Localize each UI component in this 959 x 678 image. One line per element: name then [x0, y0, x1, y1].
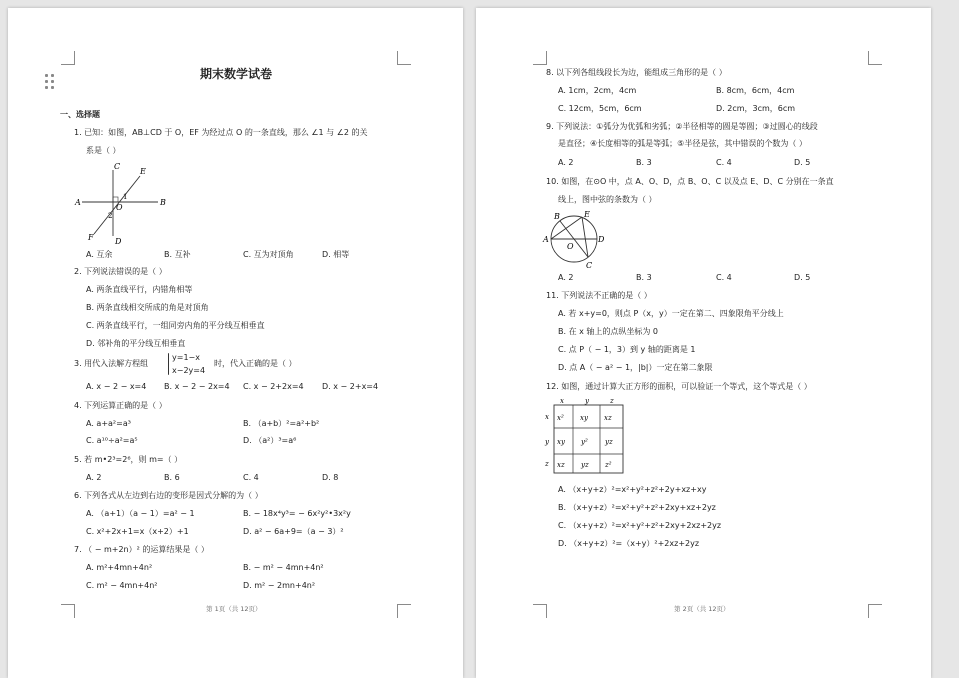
label-e: E: [140, 167, 146, 176]
page-title: 期末数学试卷: [200, 67, 273, 81]
q7-option-c: C. m² − 4mn+4n²: [86, 581, 158, 590]
question-10-line2: 线上，图中弦的条数为（ ）: [558, 195, 657, 204]
crop-mark-top-left: [533, 51, 547, 65]
q3-option-b: B. x − 2 − 2x=4: [164, 382, 230, 391]
q4-option-c: C. a¹⁰÷a²=a⁵: [86, 436, 138, 445]
question-9-line1: 9. 下列说法：①弧分为优弧和劣弧；②半径相等的圆是等圆；③过圆心的线段: [546, 122, 818, 131]
q6-option-b: B. − 18x⁴y³= − 6x²y²•3x²y: [243, 509, 351, 518]
q2-option-c: C. 两条直线平行，一组同旁内角的平分线互相垂直: [86, 321, 265, 330]
q12-option-b: B. （x+y+z）²=x²+y²+z²+2xy+xz+2yz: [558, 503, 716, 512]
question-1-figure: [72, 162, 172, 244]
q5-option-b: B. 6: [164, 473, 180, 482]
crop-mark-top-right: [397, 51, 411, 65]
q1-option-a: A. 互余: [86, 250, 113, 259]
cell-r3c1: xz: [557, 461, 565, 469]
document-page-1: [8, 8, 463, 678]
equation-2: x−2y=4: [172, 366, 206, 375]
q4-option-b: B. （a+b）²=a²+b²: [243, 419, 320, 428]
q2-option-a: A. 两条直线平行，内错角相等: [86, 285, 193, 294]
question-2-stem: 2. 下列说法错误的是（ ）: [74, 267, 167, 276]
q5-option-d: D. 8: [322, 473, 339, 482]
label-d: D: [115, 237, 122, 244]
q1-option-b: B. 互补: [164, 250, 191, 259]
col-label-x: x: [560, 397, 564, 405]
label-b: B: [160, 198, 166, 207]
q6-option-a: A. （a+1）（a − 1）=a² − 1: [86, 509, 195, 518]
cell-r1c3: xz: [604, 414, 612, 422]
q8-option-b: B. 8cm，6cm，4cm: [716, 86, 795, 95]
q9-option-c: C. 4: [716, 158, 732, 167]
row-label-x: x: [545, 413, 549, 421]
q12-option-a: A. （x+y+z）²=x²+y²+z²+2y+xz+xy: [558, 485, 707, 494]
section-heading: 一、选择题: [60, 110, 100, 119]
q3-option-d: D. x − 2+x=4: [322, 382, 379, 391]
crop-mark-bottom-left: [533, 604, 547, 618]
q11-option-c: C. 点 P（ − 1，3）到 y 轴的距离是 1: [558, 345, 696, 354]
col-label-z: z: [610, 397, 614, 405]
question-3-stem-b: 时，代入正确的是（ ）: [214, 359, 297, 368]
label-o: O: [116, 203, 123, 212]
crop-mark-top-left: [61, 51, 75, 65]
question-10-circle-figure: [542, 208, 606, 272]
cell-r1c1: x²: [557, 414, 564, 422]
cell-r3c2: yz: [581, 461, 589, 469]
q9-option-d: D. 5: [794, 158, 811, 167]
label-angle-2: 2: [108, 212, 113, 220]
q10-option-d: D. 5: [794, 273, 811, 282]
question-1-line2: 系是（ ）: [86, 146, 121, 155]
q12-option-c: C. （x+y+z）²=x²+y²+z²+2xy+2xz+2yz: [558, 521, 722, 530]
q5-option-a: A. 2: [86, 473, 102, 482]
q4-option-a: A. a+a²=a³: [86, 419, 131, 428]
label-c: C: [114, 162, 121, 171]
label-b: B: [554, 212, 560, 221]
equation-1: y=1−x: [172, 353, 200, 362]
q7-option-d: D. m² − 2mn+4n²: [243, 581, 316, 590]
page-footer: 第 2页（共 12页）: [674, 605, 730, 613]
equation-system-brace: [168, 353, 169, 375]
q10-option-a: A. 2: [558, 273, 574, 282]
q8-option-d: D. 2cm，3cm，6cm: [716, 104, 796, 113]
label-f: F: [88, 233, 94, 242]
cell-r3c3: z²: [605, 461, 612, 469]
question-4-stem: 4. 下列运算正确的是（ ）: [74, 401, 167, 410]
q3-option-a: A. x − 2 − x=4: [86, 382, 147, 391]
cell-r2c2: y²: [581, 438, 588, 446]
label-o: O: [567, 242, 574, 251]
cell-r2c3: yz: [605, 438, 613, 446]
label-c: C: [586, 261, 593, 270]
q8-option-a: A. 1cm，2cm，4cm: [558, 86, 637, 95]
label-d: D: [598, 235, 605, 244]
q3-option-c: C. x − 2+2x=4: [243, 382, 304, 391]
q7-option-b: B. − m² − 4mn+4n²: [243, 563, 324, 572]
q2-option-b: B. 两条直线相交所成的角是对顶角: [86, 303, 209, 312]
question-6-stem: 6. 下列各式从左边到右边的变形是因式分解的为（ ）: [74, 491, 263, 500]
q11-option-d: D. 点 A（ − a² − 1，|b|）一定在第二象限: [558, 363, 713, 372]
label-e: E: [584, 210, 590, 219]
question-8-stem: 8. 以下列各组线段长为边，能组成三角形的是（ ）: [546, 68, 727, 77]
question-5-stem: 5. 若 m•2³=2⁶，则 m=（ ）: [74, 455, 183, 464]
q10-option-c: C. 4: [716, 273, 732, 282]
label-a: A: [543, 235, 549, 244]
q8-option-c: C. 12cm，5cm，6cm: [558, 104, 642, 113]
q6-option-c: C. x²+2x+1=x（x+2）+1: [86, 527, 189, 536]
question-7-stem: 7. （ − m+2n）² 的运算结果是（ ）: [74, 545, 209, 554]
row-label-z: z: [545, 460, 549, 468]
label-angle-1: 1: [123, 193, 128, 201]
cell-r2c1: xy: [557, 438, 565, 446]
q6-option-d: D. a² − 6a+9=（a − 3）²: [243, 527, 344, 536]
q5-option-c: C. 4: [243, 473, 259, 482]
q1-option-d: D. 相等: [322, 250, 350, 259]
q11-option-a: A. 若 x+y=0，则点 P（x，y）一定在第二、四象限角平分线上: [558, 309, 784, 318]
q9-option-b: B. 3: [636, 158, 652, 167]
q2-option-d: D. 邻补角的平分线互相垂直: [86, 339, 186, 348]
label-a: A: [75, 198, 81, 207]
cell-r1c2: xy: [580, 414, 588, 422]
crop-mark-bottom-right: [397, 604, 411, 618]
col-label-y: y: [585, 397, 589, 405]
crop-mark-bottom-left: [61, 604, 75, 618]
q11-option-b: B. 在 x 轴上的点纵坐标为 0: [558, 327, 659, 336]
q4-option-d: D. （a²）³=a⁶: [243, 436, 297, 445]
q7-option-a: A. m²+4mn+4n²: [86, 563, 153, 572]
document-page-2: [476, 8, 931, 678]
crop-mark-top-right: [868, 51, 882, 65]
question-3-stem-a: 3. 用代入法解方程组: [74, 359, 149, 368]
drag-handle-icon[interactable]: [45, 74, 55, 90]
question-11-stem: 11. 下列说法不正确的是（ ）: [546, 291, 652, 300]
question-9-line2: 是直径；④长度相等的弧是等弧；⑤半径是弦，其中错误的个数为（ ）: [558, 139, 807, 148]
crop-mark-bottom-right: [868, 604, 882, 618]
page-footer: 第 1页（共 12页）: [206, 605, 262, 613]
row-label-y: y: [545, 438, 549, 446]
question-1-line1: 1. 已知：如图，AB⊥CD 于 O，EF 为经过点 O 的一条直线，那么 ∠1 与 ∠2 的关: [74, 128, 368, 137]
q1-option-c: C. 互为对顶角: [243, 250, 294, 259]
question-10-line1: 10. 如图，在⊙O 中，点 A、O、D，点 B、O、C 以及点 E、D、C 分别在一条直: [546, 177, 834, 186]
q12-option-d: D. （x+y+z）²=（x+y）²+2xz+2yz: [558, 539, 700, 548]
question-12-stem: 12. 如图，通过计算大正方形的面积，可以验证一个等式，这个等式是（ ）: [546, 382, 812, 391]
q9-option-a: A. 2: [558, 158, 574, 167]
question-12-square-grid: [540, 396, 626, 476]
q10-option-b: B. 3: [636, 273, 652, 282]
